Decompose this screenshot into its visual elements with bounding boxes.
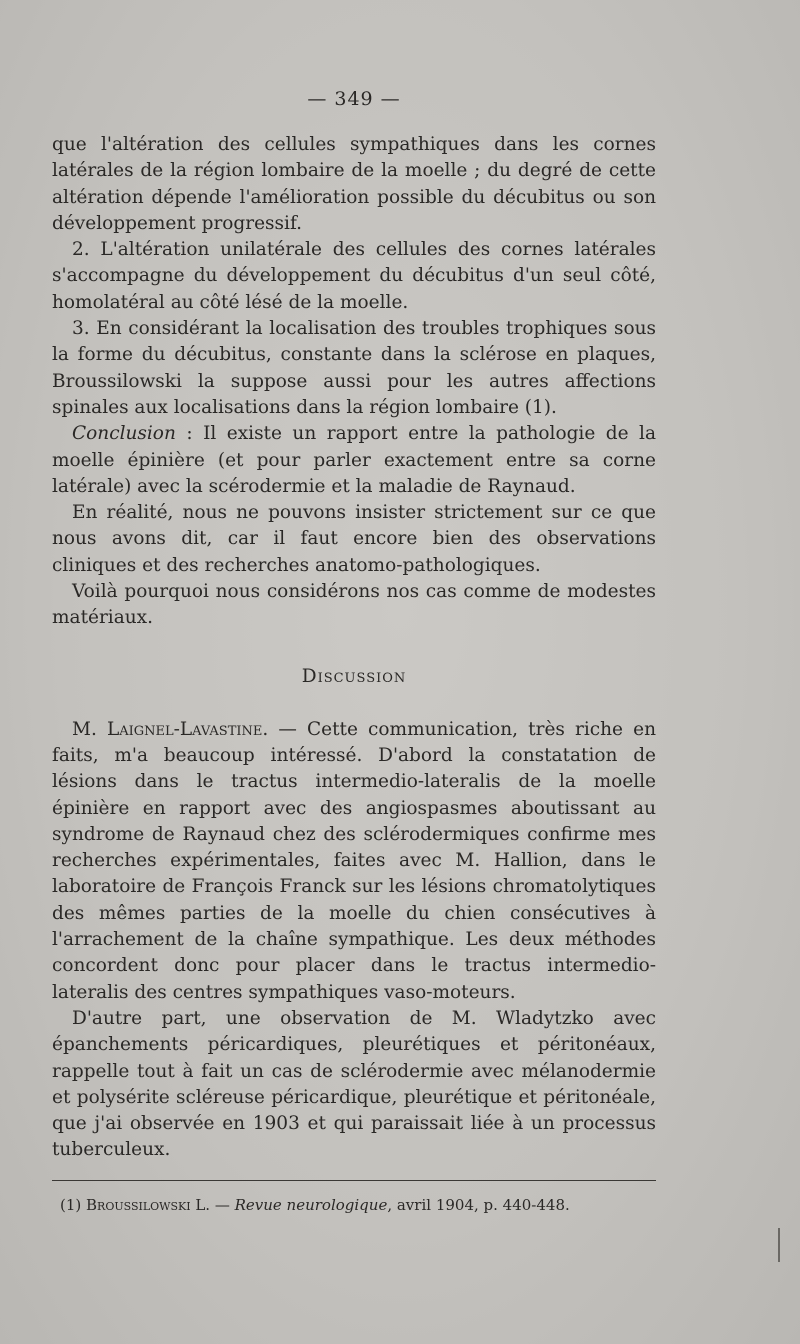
discussion-paragraph-2: D'autre part, une observation de M. Wladytzko avec épanchements péricardiques, pleurétiques et péritonéaux, rappelle tout à fait un cas de sclérodermie avec mélanodermie et polysérite scléreuse péricardique, pleurétique et péritonéale, que j'ai observée en 1903 et qui paraissait liée à un processus tuberculeux.	[52, 1007, 656, 1161]
paragraph-point-3: 3. En considérant la localisation des troubles trophiques sous la forme du décubitus, constante dans la sclérose en plaques, Broussilowski la suppose aussi pour les autres affections spinales aux localisations dans la région lombaire (1).	[52, 318, 656, 418]
discussion-heading: Discussion	[301, 665, 407, 687]
document-page	[52, 88, 656, 1230]
footnote-journal: Revue neurologique	[234, 1195, 388, 1214]
paragraph-modest-materials: Voilà pourquoi nous considérons nos cas comme de modestes matériaux.	[52, 581, 656, 629]
footnote-details: , avril 1904, p. 440-448.	[387, 1195, 570, 1214]
conclusion-label: Conclusion	[72, 423, 176, 445]
page-number: — 349 —	[307, 88, 401, 110]
conclusion-text: : Il existe un rapport entre la pathologie de la moelle épinière (et pour parler exactement entre sa corne latérale) avec la scérodermie et la maladie de Raynaud.	[52, 423, 656, 497]
footnote-dash: —	[210, 1195, 235, 1214]
discussion-paragraph-1-text: — Cette communication, très riche en faits, m'a beaucoup intéressé. D'abord la constatation de lésions dans le tractus intermedio-lateralis de la moelle épinière en rapport avec des angiospasmes aboutissant au syndrome de Raynaud chez des sclérodermiques confirme mes recherches expérimentales, faites avec M. Hallion, dans le laboratoire de François Franck sur les lésions chromatolytiques des mêmes parties de la moelle du chien consécutives à l'arrachement de la chaîne sympathique. Les deux méthodes concordent donc pour placer dans le tractus intermedio-lateralis des centres sympathiques vaso-moteurs.	[52, 718, 656, 1003]
footnote-divider	[52, 1180, 656, 1181]
paragraph-continuation: que l'altération des cellules sympathiques dans les cornes latérales de la région lombaire de la moelle ; du degré de cette altération dépende l'amélioration possible du décubitus ou son développement progressif.	[52, 134, 656, 234]
footnote	[52, 1195, 656, 1215]
footnote-author: Broussilowski L.	[86, 1195, 211, 1214]
discussion-speaker: M. Laignel-Lavastine.	[72, 718, 269, 740]
page-edge-mark	[778, 1228, 780, 1262]
paragraph-reality: En réalité, nous ne pouvons insister strictement sur ce que nous avons dit, car il faut encore bien des observations cliniques et des recherches anatomo-pathologiques.	[52, 502, 656, 576]
paragraph-conclusion	[52, 421, 656, 500]
footnote-marker: (1)	[60, 1195, 87, 1214]
paragraph-point-2: 2. L'altération unilatérale des cellules des cornes latérales s'accompagne du développement du décubitus d'un seul côté, homolatéral au côté lésé de la moelle.	[52, 239, 656, 313]
discussion-paragraph-1	[52, 717, 656, 1006]
